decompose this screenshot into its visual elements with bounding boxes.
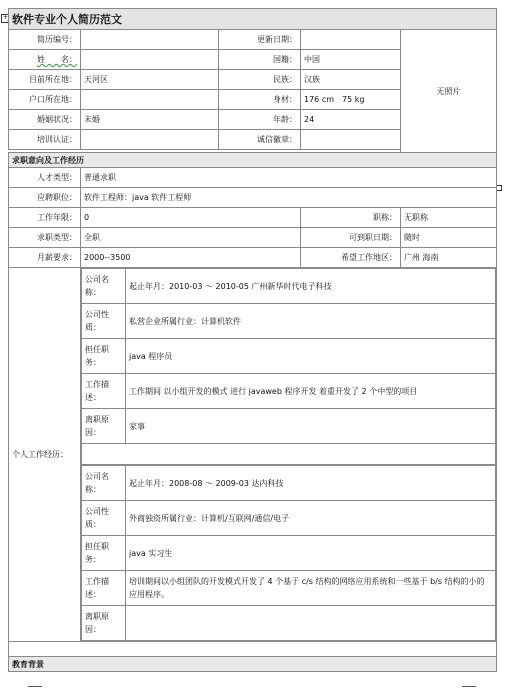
nationality-label: 国籍：: [219, 50, 301, 70]
job-type-value[interactable]: 全职: [81, 228, 301, 248]
age-value[interactable]: 24: [301, 110, 401, 130]
job2-leave-label: 离职原因：: [82, 606, 126, 641]
ethnicity-label: 民族：: [219, 70, 301, 90]
job2-role-value[interactable]: java 实习生: [126, 536, 496, 571]
job2-desc-label: 工作描述：: [82, 571, 126, 606]
job-table-2: [81, 465, 496, 641]
page-corner-mark-right: [462, 686, 476, 693]
position-value[interactable]: 软件工程师：java 软件工程师: [81, 188, 497, 208]
years-label: 工作年限：: [9, 208, 81, 228]
height-weight-label: 身材：: [219, 90, 301, 110]
resume-no-value[interactable]: [81, 30, 219, 50]
credit-badge-value[interactable]: [301, 130, 401, 150]
job1-role-label: 担任职务：: [82, 339, 126, 374]
intent-section-title: 求职意向及工作经历: [9, 153, 497, 168]
job-title-value[interactable]: 无职称: [401, 208, 497, 228]
hukou-label: 户口所在地：: [9, 90, 81, 110]
resume-title: 软件专业个人简历范文: [9, 9, 497, 30]
nationality-value[interactable]: 中国: [301, 50, 401, 70]
job2-role-label: 担任职务：: [82, 536, 126, 571]
start-date-value[interactable]: 随时: [401, 228, 497, 248]
name-label: [9, 50, 81, 70]
resume-no-label: 简历编号：: [9, 30, 81, 50]
hukou-value[interactable]: [81, 90, 219, 110]
credit-badge-label: 诚信徽章：: [219, 130, 301, 150]
talent-type-label: 人才类型：: [9, 168, 81, 188]
height-weight-value[interactable]: 176 cm 75 kg: [301, 90, 401, 110]
position-label: 应聘职位：: [9, 188, 81, 208]
start-date-label: 可到职日期：: [301, 228, 401, 248]
job1-desc-value[interactable]: 工作期间 以小组开发的模式 进行 javaweb 程序开发 着重开发了 2 个中型的项目: [126, 374, 496, 409]
region-label: 希望工作地区：: [301, 248, 401, 268]
salary-value[interactable]: 2000--3500: [81, 248, 301, 268]
marital-label: 婚姻状况：: [9, 110, 81, 130]
job1-role-value[interactable]: java 程序员: [126, 339, 496, 374]
resume-table: [8, 8, 497, 672]
education-section-title: 教育背景: [9, 657, 497, 672]
job2-leave-value[interactable]: [126, 606, 496, 641]
name-label-text: 姓 名：: [37, 55, 77, 64]
job1-leave-value[interactable]: 家事: [126, 409, 496, 444]
job-type-label: 求职类型：: [9, 228, 81, 248]
marital-value[interactable]: 未婚: [81, 110, 219, 130]
table-move-handle-icon[interactable]: +: [2, 14, 9, 21]
job1-nature-label: 公司性质：: [82, 304, 126, 339]
job1-company-value[interactable]: 起止年月：2010-03 ～ 2010-05 广州新华时代电子科技: [126, 269, 496, 304]
salary-label: 月薪要求：: [9, 248, 81, 268]
job2-company-label: 公司名称：: [82, 466, 126, 501]
age-label: 年龄：: [219, 110, 301, 130]
experience-container: [81, 268, 497, 642]
job2-nature-value[interactable]: 外商独资所属行业：计算机/互联网/通信/电子: [126, 501, 496, 536]
job1-desc-label: 工作描述：: [82, 374, 126, 409]
current-location-label: 目前所在地：: [9, 70, 81, 90]
job1-company-label: 公司名称：: [82, 269, 126, 304]
years-value[interactable]: 0: [81, 208, 301, 228]
talent-type-value[interactable]: 普通求职: [81, 168, 497, 188]
job1-nature-value[interactable]: 私营企业所属行业：计算机软件: [126, 304, 496, 339]
job2-nature-label: 公司性质：: [82, 501, 126, 536]
page-corner-mark-left: [28, 686, 42, 693]
training-value[interactable]: [81, 130, 219, 150]
job2-company-value[interactable]: 起止年月：2008-08 ～ 2009-03 达内科技: [126, 466, 496, 501]
training-label: 培训认证：: [9, 130, 81, 150]
updated-label: 更新日期：: [219, 30, 301, 50]
experience-label: 个人工作经历：: [9, 268, 81, 642]
updated-value[interactable]: [301, 30, 401, 50]
name-value[interactable]: [81, 50, 219, 70]
photo-placeholder: 无照片: [401, 30, 497, 153]
job-title-label: 职称：: [301, 208, 401, 228]
job-table-1: [81, 268, 496, 465]
job-separator-row: [82, 444, 496, 465]
job2-desc-value[interactable]: 培训期间以小组团队的开发模式开发了 4 个基于 c/s 结构的网络应用系统和一些基于 b/s 结构的小的应用程序。: [126, 571, 496, 606]
current-location-value[interactable]: 天河区: [81, 70, 219, 90]
blank-row: [9, 642, 497, 657]
job1-leave-label: 离职原因：: [82, 409, 126, 444]
region-value[interactable]: 广州 海南: [401, 248, 497, 268]
ethnicity-value[interactable]: 汉族: [301, 70, 401, 90]
